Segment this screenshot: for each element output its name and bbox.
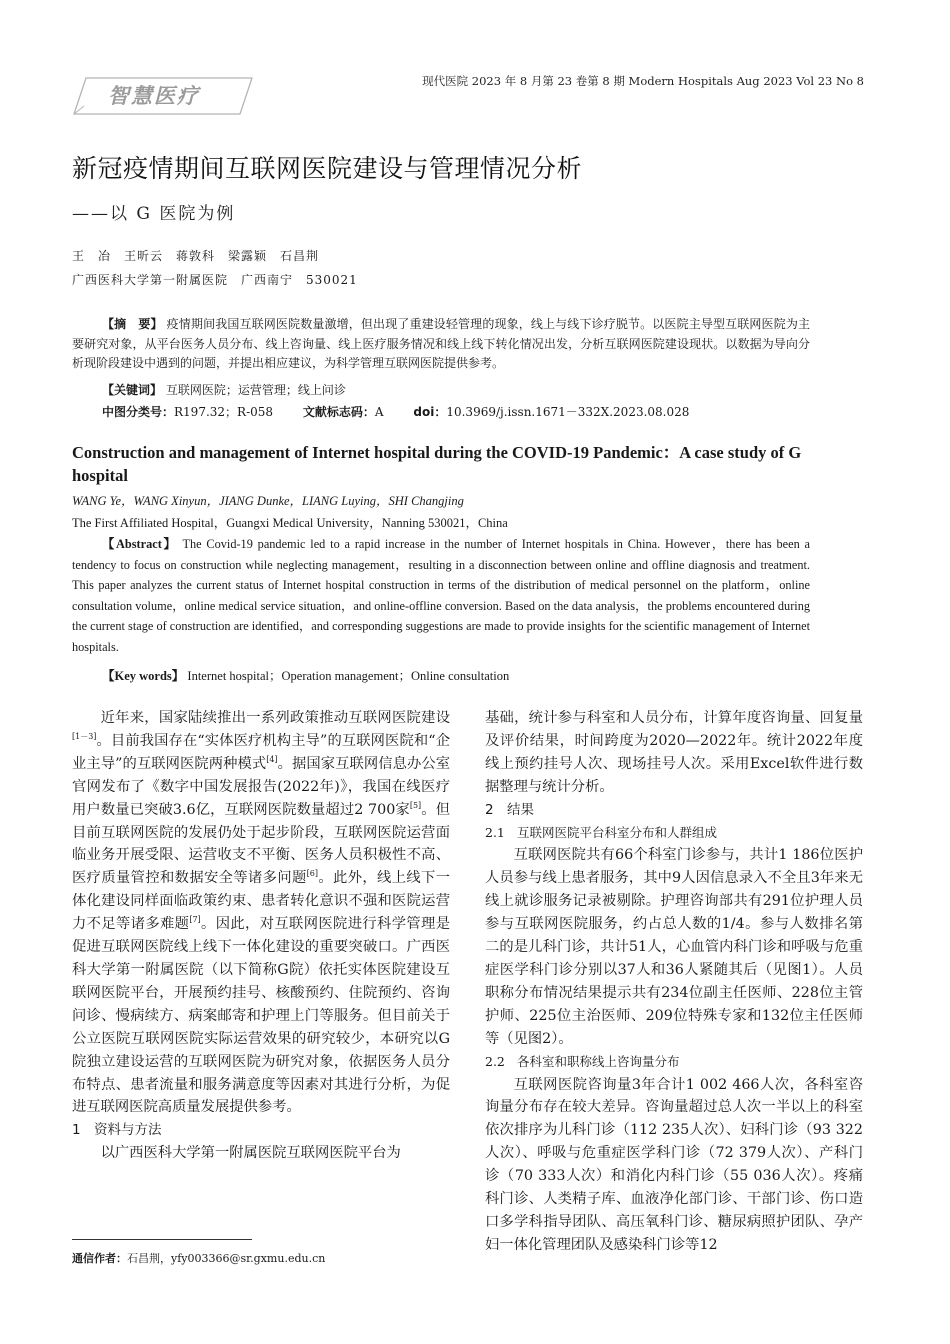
english-abstract [72, 534, 810, 657]
intro-text-1: 近年来，国家陆续推出一系列政策推动互联网医院建设 [100, 710, 450, 726]
subsection-title: 互联网医院平台科室分布和人群组成 [517, 824, 718, 840]
section-number: 1 [72, 1122, 81, 1139]
subsection-heading-2-1 [485, 822, 863, 845]
footnote-label: 通信作者： [72, 1252, 127, 1265]
intro-text-4: 。但目前互联网医院的发展仍处于起步阶段，互联网医院运营面临业务开展受限、运营收支不平衡、医务人员积极性不高、医疗质量管控和数据安全等诸多问题 [72, 801, 450, 887]
body-column-right [485, 707, 863, 1257]
english-authors: WANG Ye，WANG Xinyun，JIANG Dunke，LIANG Luying，SHI Changjing [72, 494, 464, 508]
english-keywords [102, 666, 509, 684]
citation-ref: [1－3] [72, 732, 97, 742]
methods-paragraph: 以广西医科大学第一附属医院互联网医院平台为 [100, 1145, 401, 1162]
english-abstract-label: 【Abstract】 [102, 537, 178, 551]
english-affiliation: The First Affiliated Hospital，Guangxi Medical University，Nanning 530021，China [72, 516, 508, 530]
section-banner-label: 智慧医疗 [108, 84, 200, 108]
keywords-cn-text: 互联网医院；运营管理；线上问诊 [165, 383, 346, 397]
citation-ref: [5] [409, 800, 422, 810]
keywords-cn-label: 【关键词】 [102, 383, 163, 397]
section-title: 结果 [507, 801, 534, 818]
body-column-left [72, 707, 450, 1165]
doc-code-label: 文献标志码： [302, 405, 375, 419]
author-affiliation: 广西医科大学第一附属医院 广西南宁 530021 [72, 273, 358, 287]
citation-ref: [4] [266, 755, 278, 765]
journal-running-header: 现代医院 2023 年 8 月第 23 卷第 8 期 Modern Hospitals Aug 2023 Vol 23 No 8 [422, 74, 864, 88]
subsection-heading-2-2 [485, 1051, 863, 1074]
results-2-2-paragraph: 互联网医院咨询量3年合计1 002 466人次，各科室咨询量分布存在较大差异。咨询量超过总人次一半以上的科室依次排序为儿科门诊（112 235人次）、妇科门诊（93 322人次）、呼吸与危重症医学科门诊（72 379人次）、产科门诊（70 333人次）和消化内科门诊（55 036人次）。疼痛科门诊、人类精子库、血液净化部门诊、干部门诊、伤口造口多学科指导团队、高压氧科门诊、糖尿病照护团队、孕产妇一体化管理团队及感染科门诊等12 [485, 1076, 863, 1253]
english-abstract-text: The Covid-19 pandemic led to a rapid increase in the number of Internet hospitals in China. However，there has been a tendency to focus on construction while neglecting management，resulting in a disconnection between online and offline diagnosis and treatment. This paper analyzes the current status of Internet hospital construction in terms of the distribution of medical personnel on the platform，online consultation volume，online medical service situation，and online-offline conversion. Based on the data analysis，the problems encountered during the current stage of construction are identified，and corresponding suggestions are made to provide insights for the scientific management of Internet hospitals. [72, 537, 810, 654]
subsection-number: 2.2 [485, 1053, 505, 1069]
intro-text-6: 。因此，对互联网医院进行科学管理是促进互联网医院线上线下一体化建设的重要突破口。广西医科大学第一附属医院（以下简称G院）依托实体医院建设互联网医院平台，开展预约挂号、核酸预约、住院预约、咨询问诊、慢病续方、病案邮寄和护理上门等服务。但目前关于公立医院互联网医院实际运营效果的研究较少，本研究以G院独立建设运营的互联网医院为研究对象，依据医务人员分布特点、患者流量和服务满意度等因素对其进行分析，为促进互联网医院高质量发展提供参考。 [72, 916, 451, 1116]
clc-label: 中图分类号： [102, 405, 175, 419]
methods-continuation: 基础，统计参与科室和人员分布，计算年度咨询量、回复量及评价结果，时间跨度为2020—2022年。统计2022年度线上预约挂号人次、现场挂号人次。采用Excel软件进行数据整理与统计分析。 [485, 710, 863, 795]
subsection-title: 各科室和职称线上咨询量分布 [517, 1053, 680, 1069]
results-2-1-paragraph: 互联网医院共有66个科室门诊参与，共计1 186位医护人员参与线上患者服务，其中9人因信息录入不全且3年来无线上就诊服务记录被剔除。护理咨询部共有291位护理人员参与互联网医院服务，约占总人数的1/4。参与人数排名第二的是儿科门诊，共计51人，心血管内科门诊和呼吸与危重症医学科门诊分别以37人和36人紧随其后（见图1）。人员职称分布情况结果提示共有234位副主任医师、228位主管护师、225位主治医师、209位特殊专家和132位主任医师等（见图2）。 [485, 847, 863, 1047]
abstract-cn-text: 疫情期间我国互联网医院数量激增，但出现了重建设轻管理的现象，线上与线下诊疗脱节。以医院主导型互联网医院为主要研究对象，从平台医务人员分布、线上咨询量、线上医疗服务情况和线上线下转化情况出发，分析互联网医院建设现状。以数据为导向分析现阶段建设中遇到的问题，并提出相应建议，为科学管理互联网医院提供参考。 [72, 317, 810, 370]
subsection-number: 2.1 [485, 824, 505, 840]
citation-ref: [7] [189, 915, 201, 925]
author-list: 王 冶 王昕云 蒋敦科 梁露颖 石昌荆 [72, 249, 320, 263]
doc-code-value: A [374, 405, 384, 419]
keywords-cn [102, 381, 346, 398]
section-title: 资料与方法 [94, 1122, 162, 1139]
abstract-cn [72, 315, 810, 374]
section-number: 2 [485, 801, 494, 818]
footnote-rule [72, 1239, 252, 1240]
doi-value: 10.3969/j.issn.1671－332X.2023.08.028 [446, 405, 690, 419]
corresponding-author-note [72, 1250, 325, 1266]
english-keywords-label: 【Key words】 [102, 669, 185, 683]
english-keywords-text: Internet hospital；Operation management；Online consultation [187, 669, 510, 683]
section-heading-1 [72, 1119, 450, 1142]
section-heading-2 [485, 799, 863, 822]
intro-text-2: 。目前我国存在“实体医疗机构主导”的互联网医院和“企业主导”的互联网医院两种模式 [72, 732, 450, 772]
english-title: Construction and management of Internet hospital during the COVID-19 Pandemic：A case study of G hospital [72, 443, 802, 485]
intro-paragraph [72, 707, 450, 1119]
article-subtitle: ——以 G 医院为例 [72, 204, 236, 224]
abstract-cn-label: 【摘 要】 [102, 317, 163, 331]
clc-value: R197.32；R-058 [174, 405, 274, 419]
article-title: 新冠疫情期间互联网医院建设与管理情况分析 [72, 154, 583, 183]
classification-meta [102, 403, 715, 420]
footnote-text: 石昌荆，yfy003366@sr.gxmu.edu.cn [127, 1252, 326, 1265]
intro-text-3: 。据国家互联网信息办公室官网发布了《数字中国发展报告(2022年)》，我国在线医疗用户数量已突破3.6亿，互联网医院数量超过2 700家 [72, 755, 450, 818]
citation-ref: [6] [306, 869, 319, 879]
intro-text-5: 。此外，线上线下一体化建设同样面临政策约束、患者转化意识不强和医院运营力不足等诸多难题 [72, 870, 451, 933]
doi-label: doi： [413, 405, 447, 419]
